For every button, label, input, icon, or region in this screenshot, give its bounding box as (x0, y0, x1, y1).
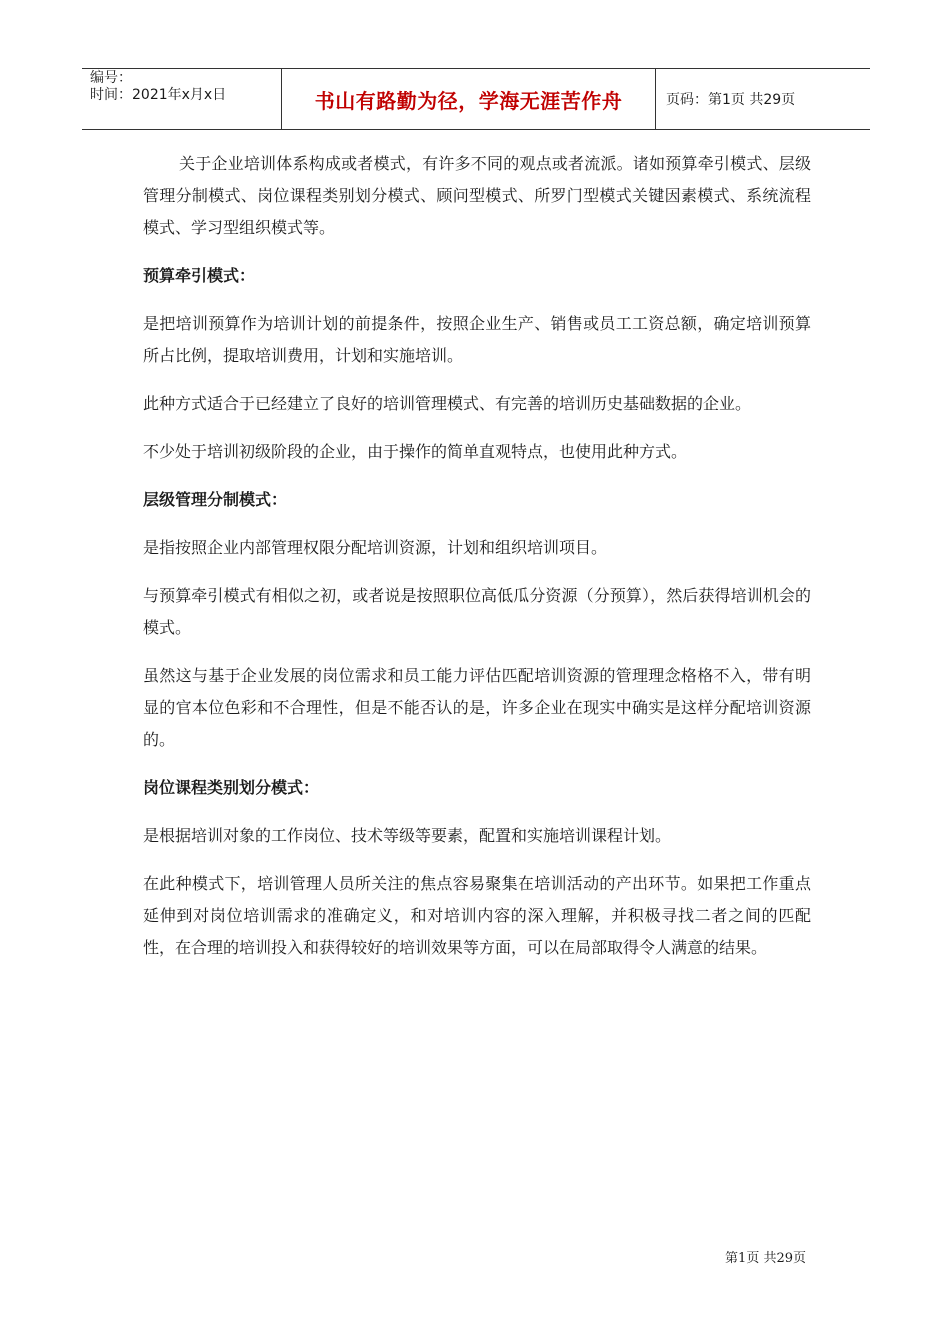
intro-paragraph: 关于企业培训体系构成或者模式，有许多不同的观点或者流派。诸如预算牵引模式、层级管理分制模式、岗位课程类别划分模式、顾问型模式、所罗门型模式关键因素模式、系统流程模式、学习型组织模式等。 (143, 154, 811, 237)
section-paragraph: 与预算牵引模式有相似之初，或者说是按照职位高低瓜分资源（分预算），然后获得培训机会的模式。 (143, 586, 811, 637)
section-paragraph: 此种方式适合于已经建立了良好的培训管理模式、有完善的培训历史基础数据的企业。 (143, 394, 752, 413)
page-footer: 第1页 共29页 (725, 1251, 806, 1266)
section-heading: 预算牵引模式： (143, 266, 256, 285)
section-budget (143, 260, 811, 468)
header-page-number: 页码：第1页 共29页 (666, 92, 796, 108)
header-motto: 书山有路勤为径，学海无涯苦作舟 (282, 69, 656, 129)
header-number-label: 编号： (90, 70, 132, 86)
section-heading: 岗位课程类别划分模式： (143, 778, 320, 797)
section-paragraph: 是把培训预算作为培训计划的前提条件，按照企业生产、销售或员工工资总额，确定培训预算所占比例，提取培训费用，计划和实施培训。 (143, 314, 811, 365)
document-body (143, 148, 811, 980)
section-job-course (143, 772, 811, 964)
header-meta (82, 69, 282, 129)
header-time-label: 时间：2021年x月x日 (90, 87, 227, 103)
section-hierarchy (143, 484, 811, 756)
section-paragraph: 虽然这与基于企业发展的岗位需求和员工能力评估匹配培训资源的管理理念格格不入，带有明显的官本位色彩和不合理性，但是不能否认的是，许多企业在现实中确实是这样分配培训资源的。 (143, 666, 811, 749)
section-paragraph: 是根据培训对象的工作岗位、技术等级等要素，配置和实施培训课程计划。 (143, 826, 672, 845)
page-header (82, 68, 870, 130)
section-paragraph: 是指按照企业内部管理权限分配培训资源，计划和组织培训项目。 (143, 538, 608, 557)
section-heading: 层级管理分制模式： (143, 490, 288, 509)
section-paragraph: 不少处于培训初级阶段的企业，由于操作的简单直观特点，也使用此种方式。 (143, 442, 688, 461)
section-paragraph: 在此种模式下，培训管理人员所关注的焦点容易聚集在培训活动的产出环节。如果把工作重点延伸到对岗位培训需求的准确定义，和对培训内容的深入理解，并积极寻找二者之间的匹配性，在合理的培训投入和获得较好的培训效果等方面，可以在局部取得令人满意的结果。 (143, 874, 811, 957)
